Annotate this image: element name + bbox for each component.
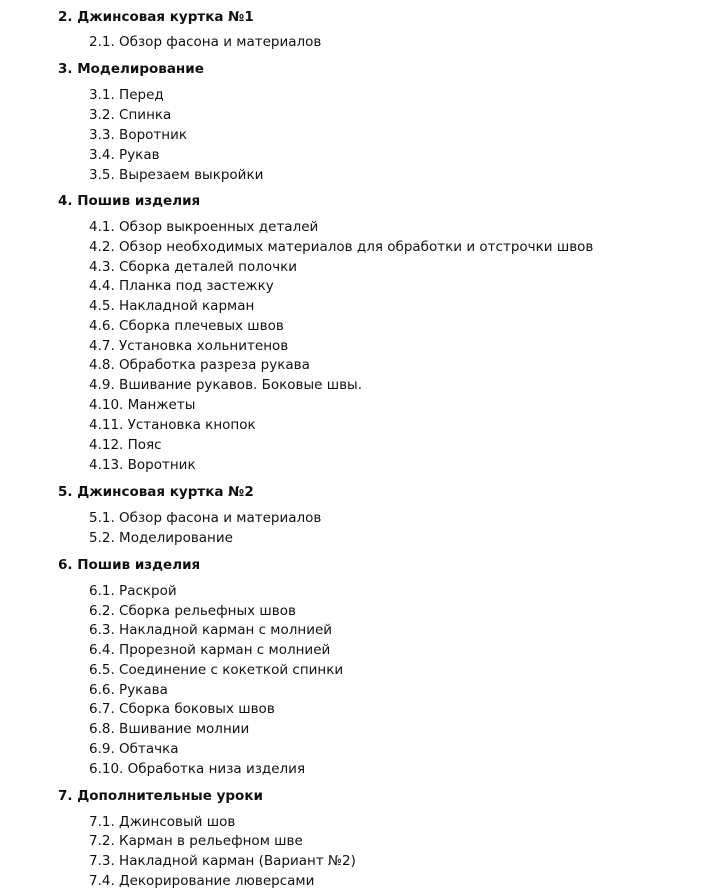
toc-item[interactable]: 4.1. Обзор выкроенных деталей	[89, 219, 319, 235]
section-title[interactable]: 6. Пошив изделия	[58, 557, 201, 573]
toc-item[interactable]: 6.1. Раскрой	[89, 583, 177, 599]
section-title[interactable]: 2. Джинсовая куртка №1	[58, 9, 254, 25]
toc-item[interactable]: 3.4. Рукав	[89, 147, 160, 163]
toc-item[interactable]: 6.4. Прорезной карман с молнией	[89, 642, 331, 658]
toc-item[interactable]: 7.4. Декорирование люверсами	[89, 873, 315, 889]
toc-item[interactable]: 6.6. Рукава	[89, 682, 168, 698]
toc-item[interactable]: 3.5. Вырезаем выкройки	[89, 167, 264, 183]
toc-item[interactable]: 4.11. Установка кнопок	[89, 417, 256, 433]
toc-item[interactable]: 4.5. Накладной карман	[89, 298, 255, 314]
toc-item[interactable]: 3.3. Воротник	[89, 127, 188, 143]
toc-item[interactable]: 5.2. Моделирование	[89, 530, 233, 546]
toc-item[interactable]: 4.12. Пояс	[89, 437, 162, 453]
toc-item[interactable]: 6.7. Сборка боковых швов	[89, 701, 275, 717]
toc-item[interactable]: 6.10. Обработка низа изделия	[89, 761, 306, 777]
toc-item[interactable]: 7.1. Джинсовый шов	[89, 814, 236, 830]
toc-item[interactable]: 2.1. Обзор фасона и материалов	[89, 34, 322, 50]
toc-item[interactable]: 4.3. Сборка деталей полочки	[89, 259, 298, 275]
toc-item[interactable]: 7.2. Карман в рельефном шве	[89, 833, 303, 849]
toc-item[interactable]: 3.2. Спинка	[89, 107, 172, 123]
toc-item[interactable]: 4.9. Вшивание рукавов. Боковые швы.	[89, 377, 363, 393]
section-title[interactable]: 3. Моделирование	[58, 61, 204, 77]
toc-item[interactable]: 4.13. Воротник	[89, 457, 196, 473]
toc-item[interactable]: 4.8. Обработка разреза рукава	[89, 357, 310, 373]
toc-item[interactable]: 4.6. Сборка плечевых швов	[89, 318, 284, 334]
toc-item[interactable]: 4.10. Манжеты	[89, 397, 196, 413]
toc-item[interactable]: 4.7. Установка хольнитенов	[89, 338, 289, 354]
section-title[interactable]: 5. Джинсовая куртка №2	[58, 484, 254, 500]
toc-item[interactable]: 6.5. Соединение с кокеткой спинки	[89, 662, 344, 678]
toc-item[interactable]: 7.3. Накладной карман (Вариант №2)	[89, 853, 356, 869]
toc-item[interactable]: 4.2. Обзор необходимых материалов для обработки и отстрочки швов	[89, 239, 594, 255]
toc-item[interactable]: 5.1. Обзор фасона и материалов	[89, 510, 322, 526]
toc-item[interactable]: 6.3. Накладной карман с молнией	[89, 622, 333, 638]
toc-item[interactable]: 6.9. Обтачка	[89, 741, 179, 757]
toc-item[interactable]: 6.2. Сборка рельефных швов	[89, 603, 296, 619]
section-title[interactable]: 4. Пошив изделия	[58, 193, 201, 209]
section-title[interactable]: 7. Дополнительные уроки	[58, 788, 263, 804]
toc-item[interactable]: 3.1. Перед	[89, 87, 164, 103]
toc-item[interactable]: 6.8. Вшивание молнии	[89, 721, 250, 737]
toc-item[interactable]: 4.4. Планка под застежку	[89, 278, 274, 294]
